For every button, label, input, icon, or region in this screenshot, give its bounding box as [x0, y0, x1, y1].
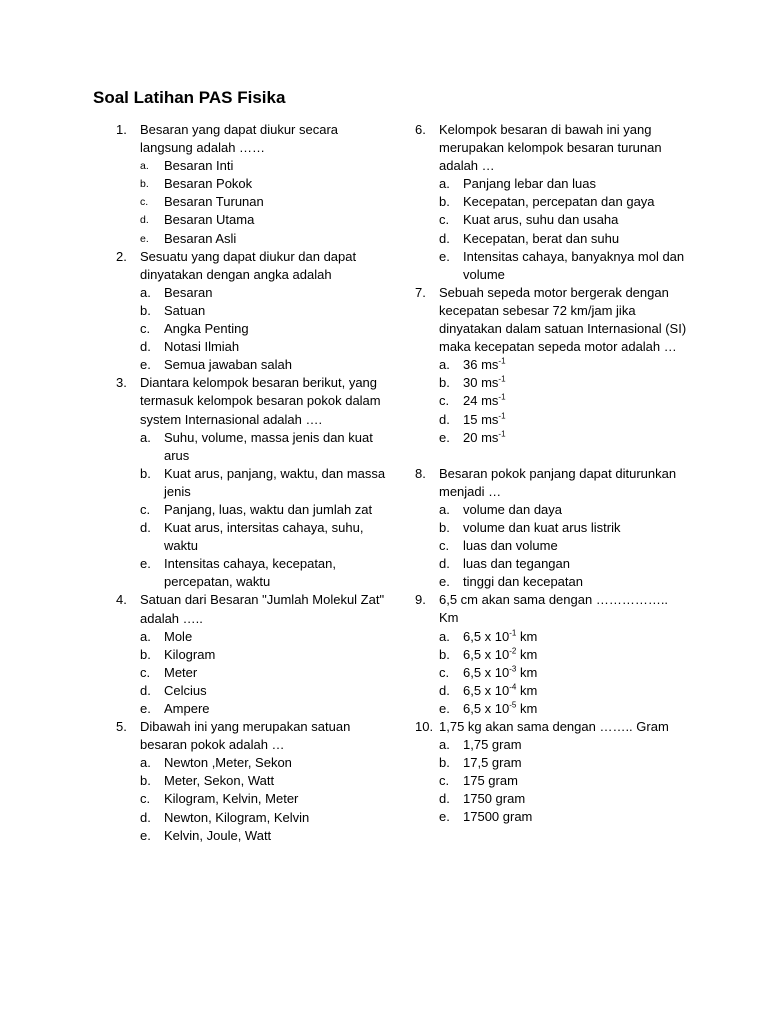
option-value: Newton, Kilogram, Kelvin: [164, 809, 310, 825]
option-text: [463, 429, 687, 447]
option-text: [463, 356, 687, 374]
answer-option: [116, 772, 386, 790]
answer-option: [415, 392, 687, 410]
option-letter: d.: [140, 682, 151, 698]
question-number: 6.: [415, 122, 426, 137]
question-row: [415, 591, 687, 627]
answer-option: [415, 646, 687, 664]
answer-option: [116, 284, 386, 302]
answer-option: [415, 248, 687, 284]
option-letter: e.: [140, 701, 151, 716]
option-value: luas dan volume: [463, 538, 558, 554]
option-letter: d.: [140, 809, 151, 825]
option-text: [164, 555, 386, 591]
option-text: [463, 700, 687, 718]
option-exponent: -1: [498, 429, 506, 439]
answer-option: [116, 790, 386, 808]
option-letter: e.: [439, 809, 450, 825]
answer-option: [116, 193, 386, 211]
question-text: Sesuatu yang dapat diukur dan dapat dinyatakan dengan angka adalah: [140, 248, 357, 282]
question-text: 1,75 kg akan sama dengan …….. Gram: [439, 719, 669, 734]
option-exponent: -1: [498, 393, 506, 403]
answer-option: [116, 519, 386, 555]
option-letter: c.: [439, 773, 450, 789]
answer-option: [415, 175, 687, 193]
option-value: 15 ms: [463, 411, 499, 427]
option-value: 6,5 x 10: [463, 682, 510, 698]
answer-option: [116, 465, 386, 501]
question-number: 9.: [415, 592, 426, 608]
answer-option: [415, 772, 687, 790]
option-value: volume dan daya: [463, 501, 563, 517]
question-item: [116, 591, 386, 718]
option-text: [463, 790, 687, 808]
option-value: 6,5 x 10: [463, 646, 510, 662]
option-value: Besaran Utama: [164, 212, 255, 228]
option-exponent: -1: [498, 356, 506, 366]
question-row: [116, 591, 386, 627]
question-text: Diantara kelompok besaran berikut, yang termasuk kelompok besaran pokok dalam system Internasional adalah ….: [140, 375, 381, 427]
answer-option: [116, 320, 386, 338]
question-item: [415, 591, 687, 718]
option-text: [164, 320, 386, 338]
option-letter: b.: [439, 519, 450, 535]
option-exponent: -2: [509, 646, 517, 656]
option-letter: e.: [439, 700, 450, 716]
question-item: [415, 121, 687, 284]
right-column: [415, 121, 687, 827]
option-value: 6,5 x 10: [463, 700, 510, 716]
answer-option: [415, 736, 687, 754]
answer-option: [415, 411, 687, 429]
option-text: [463, 193, 687, 211]
answer-option: [116, 211, 386, 229]
option-letter: d.: [140, 214, 149, 227]
option-text: [164, 356, 386, 374]
option-value: Kelvin, Joule, Watt: [164, 827, 272, 843]
left-column: [116, 121, 386, 845]
option-text: [164, 790, 386, 808]
option-letter: a.: [439, 357, 450, 373]
answer-option: [415, 664, 687, 682]
option-letter: e.: [140, 232, 149, 245]
option-letter: a.: [140, 160, 149, 173]
option-text: [164, 772, 386, 790]
option-letter: c.: [439, 538, 450, 554]
option-letter: d.: [439, 682, 450, 698]
option-text: [164, 519, 386, 555]
option-letter: a.: [140, 755, 151, 771]
option-value: Kecepatan, percepatan dan gaya: [463, 194, 655, 210]
answer-option: [415, 754, 687, 772]
option-letter: e.: [140, 357, 151, 373]
question-row: [116, 718, 386, 754]
option-value: Ampere: [164, 701, 210, 716]
option-text: [164, 465, 386, 501]
option-value: tinggi dan kecepatan: [463, 574, 583, 590]
answer-option: [116, 302, 386, 320]
option-value: Suhu, volume, massa jenis dan kuat arus: [164, 429, 373, 463]
option-text: [463, 392, 687, 410]
option-value: 17,5 gram: [463, 755, 522, 771]
option-value: 175 gram: [463, 773, 518, 789]
answer-option: [415, 573, 687, 591]
option-value: Newton ,Meter, Sekon: [164, 755, 292, 771]
option-text: [463, 501, 687, 519]
option-value: 36 ms: [463, 357, 499, 373]
answer-option: [415, 555, 687, 573]
option-letter: a.: [439, 737, 450, 753]
option-value: Meter: [164, 664, 198, 680]
option-value: Celcius: [164, 682, 207, 698]
answer-option: [116, 664, 386, 682]
option-letter: e.: [439, 574, 450, 590]
option-letter: b.: [439, 375, 450, 391]
question-item: [415, 284, 687, 465]
question-number: 7.: [415, 284, 426, 300]
option-letter: c.: [439, 393, 450, 409]
question-text: Dibawah ini yang merupakan satuan besaran pokok adalah …: [140, 719, 351, 753]
option-value: Meter, Sekon, Watt: [164, 773, 275, 789]
option-text: [463, 664, 687, 682]
option-exponent: -5: [509, 700, 517, 710]
option-letter: a.: [140, 284, 151, 300]
question-text: Sebuah sepeda motor bergerak dengan kecepatan sebesar 72 km/jam jika dinyatakan dalam satuan Internasional (SI) maka kecepatan sepeda motor adalah …: [439, 284, 687, 355]
option-text: [463, 682, 687, 700]
answer-option: [415, 193, 687, 211]
option-value: luas dan tegangan: [463, 556, 570, 572]
option-value: Panjang lebar dan luas: [463, 176, 596, 192]
option-value: 20 ms: [463, 429, 499, 445]
question-number: 4.: [116, 592, 127, 608]
option-value: Intensitas cahaya, kecepatan, percepatan, waktu: [164, 556, 337, 590]
option-text: [463, 555, 687, 573]
answer-option: [116, 700, 386, 718]
option-text: [164, 193, 386, 211]
answer-option: [415, 429, 687, 447]
option-text: [463, 808, 687, 826]
question-number: 10.: [415, 719, 434, 734]
option-text: [164, 754, 386, 772]
option-text: [463, 519, 687, 537]
option-value: Kuat arus, suhu dan usaha: [463, 212, 619, 228]
option-value: 17500 gram: [463, 809, 533, 825]
option-exponent: -1: [498, 374, 506, 384]
option-text: [164, 809, 386, 827]
answer-option: [116, 429, 386, 465]
answer-option: [116, 230, 386, 248]
option-text: [463, 754, 687, 772]
answer-option: [116, 754, 386, 772]
option-text: [463, 248, 687, 284]
question-item: [116, 718, 386, 845]
answer-option: [116, 157, 386, 175]
option-text: [164, 682, 386, 700]
option-exponent: -1: [509, 628, 517, 638]
question-item: [116, 248, 386, 375]
question-row: [116, 374, 386, 428]
option-text: [463, 646, 687, 664]
question-row: [116, 248, 386, 284]
question-text: Besaran pokok panjang dapat diturunkan menjadi …: [439, 465, 677, 499]
option-exponent: -4: [509, 682, 517, 692]
option-value: Kilogram, Kelvin, Meter: [164, 791, 299, 807]
option-value: Panjang, luas, waktu dan jumlah zat: [164, 501, 373, 517]
option-value: Angka Penting: [164, 321, 249, 337]
answer-option: [415, 356, 687, 374]
option-value: Besaran: [164, 284, 213, 300]
option-text: [164, 664, 386, 682]
question-number: 2.: [116, 248, 127, 264]
option-exponent: -3: [509, 664, 517, 674]
option-value: Besaran Asli: [164, 230, 237, 246]
question-number: 3.: [116, 375, 127, 391]
answer-option: [116, 338, 386, 356]
option-letter: b.: [140, 646, 151, 662]
question-text: 6,5 cm akan sama dengan …………….. Km: [439, 592, 669, 626]
answer-option: [415, 628, 687, 646]
answer-option: [415, 519, 687, 537]
answer-option: [415, 682, 687, 700]
option-value: Semua jawaban salah: [164, 357, 292, 373]
option-letter: c.: [140, 664, 151, 680]
option-unit: km: [516, 664, 538, 680]
option-text: [164, 284, 386, 302]
answer-option: [415, 374, 687, 392]
option-text: [463, 374, 687, 392]
option-text: [463, 772, 687, 790]
question-text: Kelompok besaran di bawah ini yang merupakan kelompok besaran turunan adalah …: [439, 122, 662, 174]
option-text: [164, 429, 386, 465]
option-letter: c.: [140, 196, 149, 209]
option-letter: a.: [439, 176, 450, 192]
answer-option: [415, 211, 687, 229]
answer-option: [415, 808, 687, 826]
option-text: [164, 302, 386, 320]
option-value: Mole: [164, 628, 193, 644]
question-row: [415, 121, 687, 175]
option-letter: e.: [140, 827, 151, 843]
question-item: [415, 465, 687, 592]
option-letter: a.: [140, 628, 151, 644]
answer-option: [116, 646, 386, 664]
option-letter: c.: [140, 501, 151, 517]
question-row: [116, 121, 386, 157]
option-text: [164, 646, 386, 664]
option-value: Besaran Turunan: [164, 194, 264, 210]
option-text: [463, 175, 687, 193]
option-letter: c.: [140, 321, 151, 337]
option-text: [164, 338, 386, 356]
option-letter: b.: [439, 646, 450, 662]
option-text: [463, 736, 687, 754]
option-unit: km: [516, 682, 538, 698]
option-letter: b.: [140, 465, 151, 481]
option-unit: km: [516, 646, 538, 662]
option-value: Kuat arus, intersitas cahaya, suhu, waktu: [164, 520, 364, 554]
option-text: [463, 537, 687, 555]
option-text: [463, 230, 687, 248]
answer-option: [415, 790, 687, 808]
answer-option: [116, 809, 386, 827]
option-text: [164, 700, 386, 718]
option-exponent: -1: [498, 411, 506, 421]
option-value: Intensitas cahaya, banyaknya mol dan volume: [463, 248, 685, 282]
option-letter: c.: [140, 791, 151, 807]
question-row: [415, 718, 687, 736]
option-letter: b.: [439, 194, 450, 210]
option-text: [164, 157, 386, 175]
answer-option: [116, 356, 386, 374]
question-text: Besaran yang dapat diukur secara langsung adalah ……: [140, 122, 339, 156]
page-title: Soal Latihan PAS Fisika: [93, 88, 286, 107]
spacer: [415, 447, 687, 465]
question-number: 5.: [116, 719, 127, 735]
option-value: Kuat arus, panjang, waktu, dan massa jenis: [164, 465, 386, 499]
option-value: 30 ms: [463, 375, 499, 391]
option-value: 1,75 gram: [463, 737, 522, 753]
option-text: [164, 230, 386, 248]
answer-option: [116, 175, 386, 193]
option-value: 1750 gram: [463, 791, 526, 807]
option-letter: d.: [439, 791, 450, 807]
option-text: [164, 211, 386, 229]
option-letter: c.: [439, 212, 450, 228]
option-letter: e.: [439, 429, 450, 445]
option-value: 6,5 x 10: [463, 628, 510, 644]
option-text: [463, 411, 687, 429]
option-value: Notasi Ilmiah: [164, 339, 240, 355]
option-letter: a.: [439, 628, 450, 644]
option-text: [164, 175, 386, 193]
option-value: Besaran Inti: [164, 158, 234, 174]
option-value: 6,5 x 10: [463, 664, 510, 680]
option-unit: km: [516, 628, 538, 644]
question-number: 1.: [116, 122, 127, 137]
answer-option: [415, 230, 687, 248]
question-number: 8.: [415, 465, 426, 481]
question-item: [116, 374, 386, 591]
option-text: [463, 211, 687, 229]
answer-option: [116, 628, 386, 646]
answer-option: [415, 700, 687, 718]
option-text: [164, 827, 386, 845]
option-value: Satuan: [164, 302, 206, 318]
option-letter: b.: [140, 178, 149, 191]
answer-option: [415, 501, 687, 519]
answer-option: [116, 827, 386, 845]
answer-option: [116, 501, 386, 519]
question-item: [116, 121, 386, 248]
option-text: [463, 628, 687, 646]
option-letter: e.: [140, 556, 151, 572]
question-row: [415, 465, 687, 501]
option-text: [164, 628, 386, 646]
question-row: [415, 284, 687, 356]
option-value: Kecepatan, berat dan suhu: [463, 230, 620, 246]
option-letter: d.: [439, 556, 450, 572]
option-value: 24 ms: [463, 393, 499, 409]
question-item: [415, 718, 687, 827]
answer-option: [116, 555, 386, 591]
option-letter: d.: [439, 411, 450, 427]
option-unit: km: [516, 700, 538, 716]
option-value: volume dan kuat arus listrik: [463, 519, 621, 535]
option-letter: b.: [439, 755, 450, 771]
option-value: Kilogram: [164, 646, 216, 662]
option-letter: c.: [439, 664, 450, 680]
option-letter: d.: [439, 230, 450, 246]
option-letter: b.: [140, 302, 151, 318]
option-letter: a.: [140, 429, 151, 445]
option-text: [164, 501, 386, 519]
question-text: Satuan dari Besaran "Jumlah Molekul Zat" adalah …..: [140, 592, 385, 626]
option-letter: a.: [439, 501, 450, 517]
option-letter: e.: [439, 248, 450, 264]
option-letter: b.: [140, 773, 151, 789]
option-value: Besaran Pokok: [164, 176, 253, 192]
option-letter: d.: [140, 520, 151, 536]
answer-option: [116, 682, 386, 700]
option-letter: d.: [140, 339, 151, 355]
option-text: [463, 573, 687, 591]
answer-option: [415, 537, 687, 555]
